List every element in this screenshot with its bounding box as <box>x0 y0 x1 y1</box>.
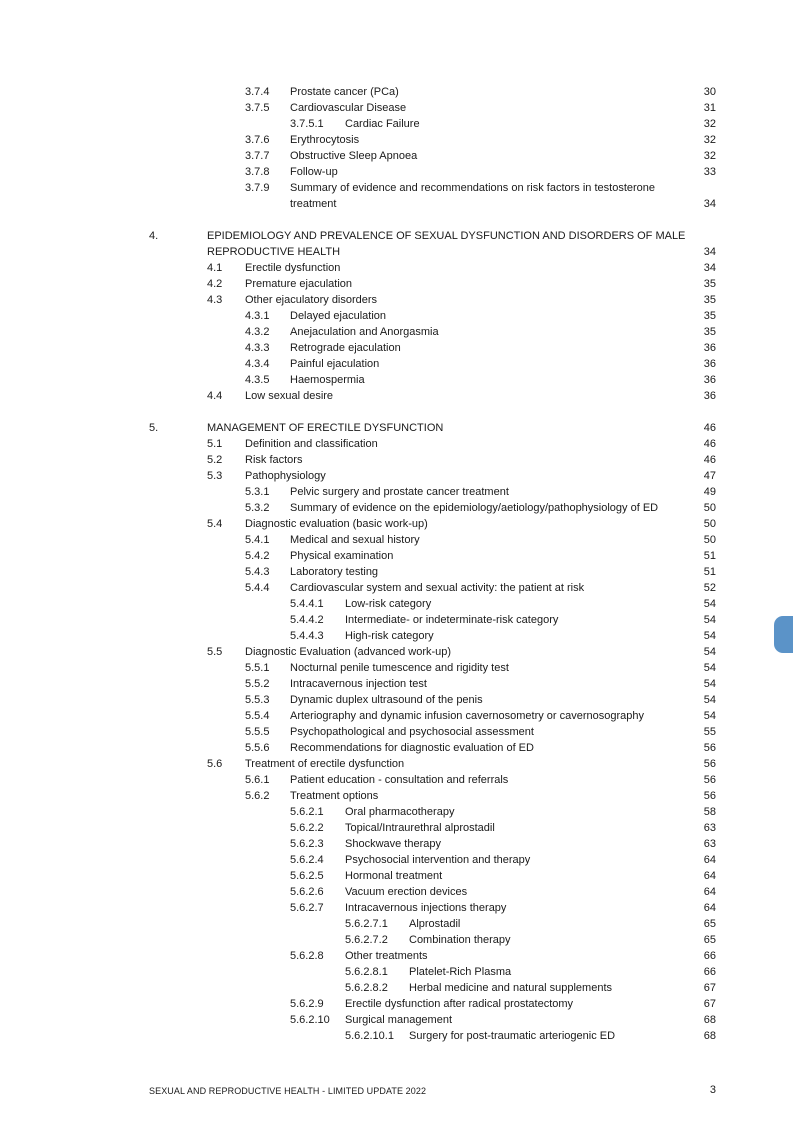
toc-entry-number: 3.7.6 <box>245 134 270 146</box>
toc-entry-page: 49 <box>703 486 716 498</box>
toc-entry-number: 5.5.6 <box>245 742 270 754</box>
toc-entry-title: Arteriography and dynamic infusion cavernosometry or cavernosography <box>290 710 645 722</box>
toc-entry-title: Summary of evidence and recommendations on risk factors in testosterone <box>290 182 656 194</box>
toc-entry-title: MANAGEMENT OF ERECTILE DYSFUNCTION <box>207 422 444 434</box>
toc-entry-page: 35 <box>703 294 716 306</box>
toc-entry-page: 35 <box>703 278 716 290</box>
toc-entry-page: 63 <box>703 822 716 834</box>
toc-entry-title: Medical and sexual history <box>290 534 420 546</box>
toc-entry-page: 46 <box>703 454 716 466</box>
toc-entry[interactable] <box>0 148 793 164</box>
toc-entry[interactable] <box>0 756 793 772</box>
toc-entry-page: 54 <box>703 662 716 674</box>
toc-entry-page: 68 <box>703 1014 716 1026</box>
toc-entry-title: Pelvic surgery and prostate cancer treatment <box>290 486 509 498</box>
toc-entry-number: 5.4.1 <box>245 534 270 546</box>
toc-entry-title: Physical examination <box>290 550 394 562</box>
toc-entry-number: 4.3.2 <box>245 326 270 338</box>
toc-entry-number: 5.6.2.10.1 <box>345 1030 394 1042</box>
toc-entry[interactable] <box>0 228 793 244</box>
toc-entry[interactable] <box>0 292 793 308</box>
toc-entry-title: Surgery for post-traumatic arteriogenic ED <box>409 1030 616 1042</box>
toc-entry[interactable] <box>0 180 793 196</box>
toc-entry-title: Laboratory testing <box>290 566 379 578</box>
toc-entry-number: 5.6.2.10 <box>290 1014 330 1026</box>
toc-entry-title: Combination therapy <box>409 934 511 946</box>
toc-entry[interactable] <box>0 468 793 484</box>
toc-entry-title: Recommendations for diagnostic evaluation of ED <box>290 742 534 754</box>
toc-entry[interactable] <box>0 644 793 660</box>
toc-entry-number: 5.4.4.3 <box>290 630 324 642</box>
toc-entry-page: 50 <box>703 502 716 514</box>
footer-document-title: SEXUAL AND REPRODUCTIVE HEALTH - LIMITED UPDATE 2022 <box>149 1086 427 1096</box>
toc-entry[interactable] <box>0 580 793 596</box>
toc-entry[interactable] <box>0 772 793 788</box>
toc-entry[interactable] <box>0 260 793 276</box>
toc-entry-page: 65 <box>703 934 716 946</box>
toc-entry-page: 36 <box>703 358 716 370</box>
toc-entry-page: 36 <box>703 390 716 402</box>
toc-entry-title: REPRODUCTIVE HEALTH <box>207 246 341 258</box>
toc-entry-title: Intermediate- or indeterminate-risk category <box>345 614 559 626</box>
toc-entry[interactable] <box>0 564 793 580</box>
toc-entry-page: 54 <box>703 598 716 610</box>
toc-entry-page: 52 <box>703 582 716 594</box>
toc-entry-number: 4.1 <box>207 262 223 274</box>
toc-entry-page: 63 <box>703 838 716 850</box>
toc-entry-page: 54 <box>703 710 716 722</box>
toc-entry[interactable] <box>0 868 793 884</box>
toc-entry-number: 3.7.8 <box>245 166 270 178</box>
toc-entry-title: Painful ejaculation <box>290 358 380 370</box>
toc-entry-number: 5.6 <box>207 758 223 770</box>
toc-entry-title: Prostate cancer (PCa) <box>290 86 399 98</box>
toc-entry-number: 4.3.3 <box>245 342 270 354</box>
toc-entry-page: 46 <box>703 422 716 434</box>
toc-entry[interactable] <box>0 916 793 932</box>
toc-entry[interactable] <box>0 84 793 100</box>
toc-entry-number: 4.3.1 <box>245 310 270 322</box>
toc-entry[interactable] <box>0 964 793 980</box>
toc-entry-page: 51 <box>703 550 716 562</box>
toc-entry-title: High-risk category <box>345 630 434 642</box>
toc-entry-page: 32 <box>703 134 716 146</box>
toc-entry[interactable] <box>0 308 793 324</box>
toc-entry-page: 54 <box>703 678 716 690</box>
toc-entry-number: 5.5.5 <box>245 726 270 738</box>
toc-entry[interactable] <box>0 500 793 516</box>
toc-entry-page: 32 <box>703 118 716 130</box>
toc-entry-number: 5.5 <box>207 646 223 658</box>
toc-entry-page: 34 <box>703 262 716 274</box>
toc-entry-page: 33 <box>703 166 716 178</box>
toc-entry-page: 67 <box>703 982 716 994</box>
toc-entry-page: 66 <box>703 966 716 978</box>
toc-entry-page: 34 <box>703 246 716 258</box>
toc-entry-page: 54 <box>703 646 716 658</box>
toc-entry-number: 3.7.7 <box>245 150 270 162</box>
toc-entry[interactable] <box>0 708 793 724</box>
toc-entry-title: Diagnostic Evaluation (advanced work-up) <box>245 646 452 658</box>
toc-entry[interactable] <box>0 820 793 836</box>
toc-entry-number: 5.5.3 <box>245 694 270 706</box>
toc-entry-page: 35 <box>703 326 716 338</box>
toc-entry-title: Delayed ejaculation <box>290 310 387 322</box>
toc-entry-number: 3.7.5 <box>245 102 270 114</box>
toc-entry-number: 5.4.4.2 <box>290 614 324 626</box>
toc-entry[interactable] <box>0 420 793 436</box>
toc-entry[interactable] <box>0 484 793 500</box>
toc-entry-page: 35 <box>703 310 716 322</box>
toc-entry[interactable] <box>0 612 793 628</box>
toc-entry[interactable] <box>0 628 793 644</box>
toc-entry-title: Haemospermia <box>290 374 365 386</box>
toc-entry-title: Oral pharmacotherapy <box>345 806 455 818</box>
toc-entry-title: Obstructive Sleep Apnoea <box>290 150 418 162</box>
toc-entry-number: 5.6.2.5 <box>290 870 324 882</box>
toc-entry-number: 5.6.2.8 <box>290 950 324 962</box>
toc-entry-number: 5.6.2.6 <box>290 886 324 898</box>
toc-entry[interactable] <box>0 356 793 372</box>
toc-entry-title: Other ejaculatory disorders <box>245 294 378 306</box>
toc-entry-title: Other treatments <box>345 950 428 962</box>
toc-entry[interactable] <box>0 996 793 1012</box>
toc-entry-page: 68 <box>703 1030 716 1042</box>
toc-entry-title: Low-risk category <box>345 598 432 610</box>
toc-entry-number: 5.3.1 <box>245 486 270 498</box>
toc-entry[interactable] <box>0 116 793 132</box>
toc-entry[interactable] <box>0 932 793 948</box>
toc-entry[interactable] <box>0 452 793 468</box>
toc-entry-title: Erythrocytosis <box>290 134 360 146</box>
toc-entry[interactable] <box>0 884 793 900</box>
section-side-tab[interactable] <box>774 616 793 653</box>
toc-entry-page: 36 <box>703 374 716 386</box>
toc-entry[interactable] <box>0 164 793 180</box>
toc-entry-page: 30 <box>703 86 716 98</box>
toc-entry-page: 66 <box>703 950 716 962</box>
toc-entry[interactable] <box>0 388 793 404</box>
toc-entry-page: 51 <box>703 566 716 578</box>
toc-entry-page: 34 <box>703 198 716 210</box>
toc-entry[interactable] <box>0 324 793 340</box>
toc-entry-title: Hormonal treatment <box>345 870 443 882</box>
toc-entry-title: Cardiovascular Disease <box>290 102 407 114</box>
toc-entry-page: 56 <box>703 742 716 754</box>
toc-entry-number: 5.5.4 <box>245 710 270 722</box>
toc-entry-title: Summary of evidence on the epidemiology/aetiology/pathophysiology of ED <box>290 502 659 514</box>
toc-entry[interactable] <box>0 804 793 820</box>
toc-entry-number: 4. <box>149 230 159 242</box>
toc-entry-number: 3.7.4 <box>245 86 270 98</box>
toc-entry-page: 54 <box>703 614 716 626</box>
toc-entry-number: 5.6.2.7.2 <box>345 934 388 946</box>
toc-entry-title: Vacuum erection devices <box>345 886 468 898</box>
toc-entry-page: 67 <box>703 998 716 1010</box>
toc-entry-title: Psychosocial intervention and therapy <box>345 854 531 866</box>
toc-entry-title: Surgical management <box>345 1014 453 1026</box>
toc-entry-number: 5.3.2 <box>245 502 270 514</box>
toc-entry[interactable] <box>0 276 793 292</box>
toc-entry-page: 50 <box>703 518 716 530</box>
toc-entry-page: 55 <box>703 726 716 738</box>
toc-entry-page: 54 <box>703 694 716 706</box>
toc-entry-title: Cardiac Failure <box>345 118 420 130</box>
toc-entry-title: Treatment of erectile dysfunction <box>245 758 405 770</box>
toc-entry-page: 36 <box>703 342 716 354</box>
toc-entry-number: 4.3 <box>207 294 223 306</box>
toc-entry-page: 64 <box>703 870 716 882</box>
toc-entry-number: 5.6.2.7 <box>290 902 324 914</box>
toc-entry-number: 5.6.1 <box>245 774 270 786</box>
toc-entry[interactable] <box>0 724 793 740</box>
toc-entry-number: 5.6.2.8.1 <box>345 966 388 978</box>
toc-entry-title: EPIDEMIOLOGY AND PREVALENCE OF SEXUAL DYSFUNCTION AND DISORDERS OF MALE <box>207 230 686 242</box>
toc-entry[interactable] <box>0 900 793 916</box>
toc-entry-title: Intracavernous injection test <box>290 678 427 690</box>
toc-entry[interactable] <box>0 660 793 676</box>
toc-entry-title: Intracavernous injections therapy <box>345 902 507 914</box>
toc-entry-number: 5.6.2.2 <box>290 822 324 834</box>
toc-entry-title: Pathophysiology <box>245 470 326 482</box>
toc-entry[interactable] <box>0 516 793 532</box>
toc-entry-number: 4.3.4 <box>245 358 270 370</box>
toc-entry-number: 5.4 <box>207 518 223 530</box>
footer-page-number: 3 <box>709 1084 716 1096</box>
toc-entry-title: Diagnostic evaluation (basic work-up) <box>245 518 428 530</box>
toc-entry-page: 50 <box>703 534 716 546</box>
toc-entry-number: 5.4.4.1 <box>290 598 324 610</box>
toc-entry-number: 5.4.2 <box>245 550 270 562</box>
toc-entry-title: Herbal medicine and natural supplements <box>409 982 613 994</box>
toc-entry[interactable] <box>0 340 793 356</box>
toc-entry-number: 5.6.2.4 <box>290 854 324 866</box>
toc-entry-page: 31 <box>703 102 716 114</box>
toc-entry[interactable] <box>0 132 793 148</box>
toc-entry-page: 56 <box>703 790 716 802</box>
toc-entry[interactable] <box>0 1028 793 1044</box>
toc-entry-title: Erectile dysfunction after radical prostatectomy <box>345 998 574 1010</box>
toc-entry[interactable] <box>0 372 793 388</box>
toc-entry-title: Low sexual desire <box>245 390 334 402</box>
toc-entry-number: 4.2 <box>207 278 223 290</box>
toc-entry-number: 3.7.9 <box>245 182 270 194</box>
toc-entry-number: 5.4.3 <box>245 566 270 578</box>
toc-entry[interactable] <box>0 676 793 692</box>
toc-entry-number: 5. <box>149 422 159 434</box>
toc-entry-title: Treatment options <box>290 790 379 802</box>
toc-entry-page: 46 <box>703 438 716 450</box>
toc-entry[interactable] <box>0 1012 793 1028</box>
toc-entry[interactable] <box>0 692 793 708</box>
toc-entry[interactable] <box>0 196 793 212</box>
toc-entry-page: 47 <box>703 470 716 482</box>
toc-entry[interactable] <box>0 244 793 260</box>
toc-entry-page: 64 <box>703 854 716 866</box>
toc-entry-title: Retrograde ejaculation <box>290 342 401 354</box>
toc-entry-number: 3.7.5.1 <box>290 118 324 130</box>
toc-entry-number: 4.4 <box>207 390 223 402</box>
toc-entry-title: Nocturnal penile tumescence and rigidity test <box>290 662 509 674</box>
toc-entry[interactable] <box>0 436 793 452</box>
toc-entry-page: 58 <box>703 806 716 818</box>
toc-entry[interactable] <box>0 980 793 996</box>
toc-entry-title: Risk factors <box>245 454 303 466</box>
toc-entry-title: Premature ejaculation <box>245 278 353 290</box>
toc-entry-number: 5.6.2.3 <box>290 838 324 850</box>
toc-entry-title: Erectile dysfunction <box>245 262 341 274</box>
toc-entry-page: 64 <box>703 886 716 898</box>
toc-entry-title: Follow-up <box>290 166 338 178</box>
toc-entry-number: 5.1 <box>207 438 223 450</box>
toc-entry-number: 5.6.2.1 <box>290 806 324 818</box>
table-of-contents <box>0 84 793 1044</box>
toc-entry[interactable] <box>0 100 793 116</box>
toc-entry-title: Dynamic duplex ultrasound of the penis <box>290 694 483 706</box>
toc-entry-page: 32 <box>703 150 716 162</box>
toc-entry-page: 56 <box>703 774 716 786</box>
toc-entry-number: 5.6.2 <box>245 790 270 802</box>
toc-entry-title: Alprostadil <box>409 918 461 930</box>
toc-entry-title: Cardiovascular system and sexual activity: the patient at risk <box>290 582 585 594</box>
toc-entry-title: Psychopathological and psychosocial assessment <box>290 726 534 738</box>
toc-entry-title: Patient education - consultation and referrals <box>290 774 509 786</box>
toc-entry-number: 5.6.2.9 <box>290 998 324 1010</box>
toc-entry-title: Platelet-Rich Plasma <box>409 966 512 978</box>
toc-entry[interactable] <box>0 852 793 868</box>
toc-entry-page: 54 <box>703 630 716 642</box>
toc-entry-title: Anejaculation and Anorgasmia <box>290 326 439 338</box>
toc-entry[interactable] <box>0 948 793 964</box>
toc-entry-title: Topical/Intraurethral alprostadil <box>345 822 495 834</box>
toc-entry[interactable] <box>0 788 793 804</box>
toc-entry[interactable] <box>0 836 793 852</box>
toc-entry[interactable] <box>0 596 793 612</box>
toc-entry-number: 5.6.2.8.2 <box>345 982 388 994</box>
toc-entry-page: 56 <box>703 758 716 770</box>
toc-entry-number: 5.6.2.7.1 <box>345 918 388 930</box>
toc-entry-title: Definition and classification <box>245 438 378 450</box>
toc-entry-number: 5.5.1 <box>245 662 270 674</box>
toc-entry-title: treatment <box>290 198 337 210</box>
toc-entry-number: 5.3 <box>207 470 223 482</box>
toc-entry-number: 5.5.2 <box>245 678 270 690</box>
toc-entry[interactable] <box>0 740 793 756</box>
toc-entry-number: 5.4.4 <box>245 582 270 594</box>
toc-entry-page: 65 <box>703 918 716 930</box>
toc-entry[interactable] <box>0 532 793 548</box>
toc-entry-number: 4.3.5 <box>245 374 270 386</box>
toc-entry[interactable] <box>0 548 793 564</box>
toc-entry-page: 64 <box>703 902 716 914</box>
toc-entry-number: 5.2 <box>207 454 223 466</box>
toc-entry-title: Shockwave therapy <box>345 838 441 850</box>
